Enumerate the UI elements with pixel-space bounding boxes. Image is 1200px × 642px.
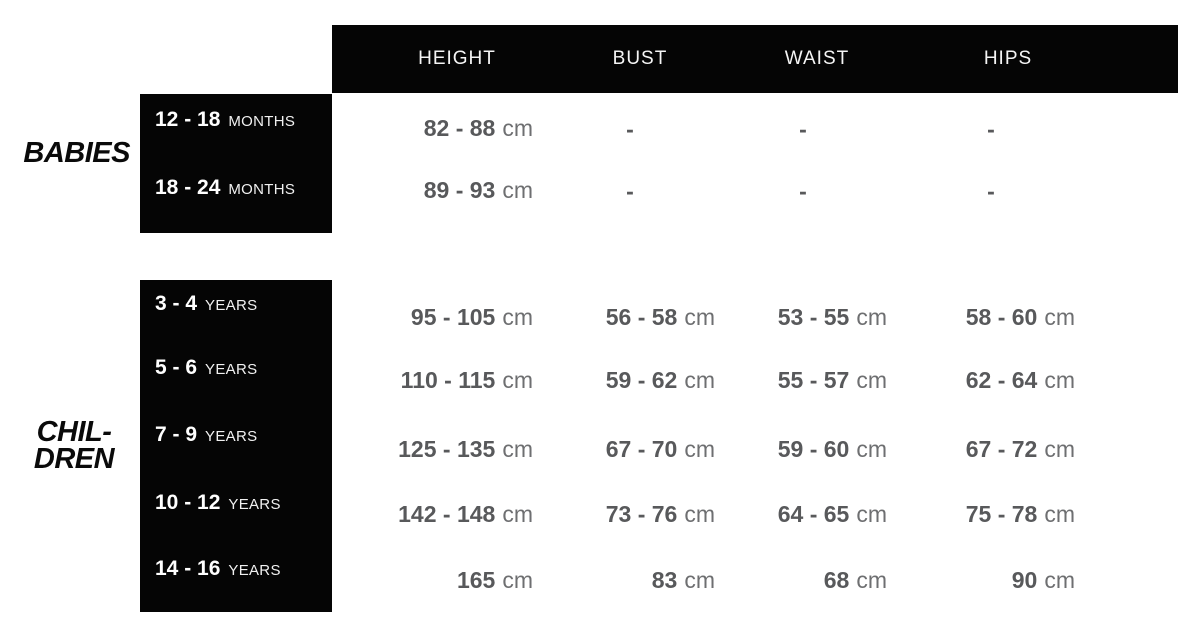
cell-children-1-waist	[778, 366, 887, 398]
measurement-value: 67 - 72	[965, 436, 1038, 462]
measurement-unit: cm	[502, 567, 533, 593]
age-range: 18 - 24	[155, 176, 221, 199]
age-row-children-3	[155, 491, 281, 517]
cell-babies-0-hips: -	[987, 116, 995, 142]
cell-children-1-hips	[966, 366, 1075, 398]
measurement-unit: cm	[502, 177, 533, 203]
measurement-unit: cm	[684, 436, 715, 462]
measurement-unit: cm	[1044, 436, 1075, 462]
cell-children-0-waist	[778, 303, 887, 335]
group-label-children	[18, 416, 130, 475]
cell-children-4-waist	[824, 566, 887, 598]
measurement-value: 64 - 65	[777, 501, 850, 527]
measurement-unit: cm	[684, 567, 715, 593]
cell-children-3-waist	[778, 500, 887, 532]
age-range-unit: YEARS	[205, 361, 258, 378]
age-range: 7 - 9	[155, 423, 198, 446]
measurement-unit: cm	[502, 115, 533, 141]
measurement-unit: cm	[1044, 567, 1075, 593]
measurement-value: 73 - 76	[605, 501, 678, 527]
measurement-value: 83	[651, 567, 678, 593]
age-range: 12 - 18	[155, 108, 221, 131]
column-header-waist: WAIST	[784, 48, 850, 69]
age-range-unit: MONTHS	[228, 113, 296, 130]
cell-children-0-height	[411, 303, 533, 335]
cell-babies-0-waist: -	[799, 116, 807, 142]
age-row-children-2	[155, 423, 257, 449]
measurement-value: 55 - 57	[777, 367, 850, 393]
cell-children-1-height	[401, 366, 533, 398]
age-row-children-0	[155, 292, 257, 318]
measurement-unit: cm	[502, 367, 533, 393]
cell-children-1-bust	[606, 366, 715, 398]
measurement-value: 53 - 55	[777, 304, 850, 330]
cell-children-0-bust	[606, 303, 715, 335]
cell-children-3-height	[398, 500, 533, 532]
group-label-children-line1: CHIL-	[36, 416, 112, 448]
measurement-unit: cm	[684, 367, 715, 393]
column-header-bust: BUST	[612, 48, 668, 69]
age-range: 3 - 4	[155, 292, 198, 315]
measurement-value: 67 - 70	[605, 436, 678, 462]
measurement-unit: cm	[856, 501, 887, 527]
measurement-value: 56 - 58	[605, 304, 678, 330]
measurement-unit: cm	[856, 304, 887, 330]
age-range-unit: YEARS	[228, 496, 281, 513]
age-range: 14 - 16	[155, 557, 221, 580]
measurement-value: 165	[456, 567, 496, 593]
age-range-unit: YEARS	[205, 297, 258, 314]
measurement-unit: cm	[1044, 501, 1075, 527]
measurement-unit: cm	[502, 436, 533, 462]
cell-children-4-height	[457, 566, 533, 598]
measurement-unit: cm	[502, 304, 533, 330]
measurement-value: 68	[823, 567, 850, 593]
column-header-hips: HIPS	[983, 48, 1033, 69]
measurement-unit: cm	[1044, 367, 1075, 393]
cell-children-3-bust	[606, 500, 715, 532]
group-label-children-line2: DREN	[33, 443, 115, 475]
age-range-unit: YEARS	[205, 428, 258, 445]
measurement-value: 95 - 105	[410, 304, 496, 330]
age-range-unit: MONTHS	[228, 181, 296, 198]
age-range-unit: YEARS	[228, 562, 281, 579]
measurement-unit: cm	[1044, 304, 1075, 330]
measurement-value: 62 - 64	[965, 367, 1038, 393]
measurement-value: 59 - 62	[605, 367, 678, 393]
measurement-unit: cm	[684, 304, 715, 330]
measurement-value: 75 - 78	[965, 501, 1038, 527]
measurement-unit: cm	[856, 567, 887, 593]
cell-children-4-hips	[1012, 566, 1075, 598]
measurement-value: 125 - 135	[398, 436, 496, 462]
cell-children-3-hips	[966, 500, 1075, 532]
cell-children-2-height	[398, 435, 533, 467]
cell-babies-0-bust: -	[626, 116, 634, 142]
measurement-unit: cm	[502, 501, 533, 527]
measurement-unit: cm	[684, 501, 715, 527]
age-row-children-1	[155, 356, 257, 382]
cell-babies-1-hips: -	[987, 178, 995, 204]
age-row-children-4	[155, 557, 281, 583]
measurement-unit: cm	[856, 367, 887, 393]
cell-babies-1-waist: -	[799, 178, 807, 204]
measurement-value: 90	[1011, 567, 1038, 593]
measurement-value: 59 - 60	[777, 436, 850, 462]
cell-babies-1-height	[424, 176, 533, 208]
measurement-value: 89 - 93	[423, 177, 496, 203]
cell-children-4-bust	[652, 566, 715, 598]
age-row-babies-0	[155, 108, 295, 134]
measurement-value: 142 - 148	[398, 501, 496, 527]
children-age-box	[140, 280, 332, 612]
age-row-babies-1	[155, 176, 295, 202]
group-label-babies-text: BABIES	[23, 137, 130, 169]
age-range: 10 - 12	[155, 491, 221, 514]
cell-babies-1-bust: -	[626, 178, 634, 204]
measurement-value: 58 - 60	[965, 304, 1038, 330]
babies-age-box	[140, 94, 332, 233]
group-label-babies	[0, 137, 130, 169]
table-header-bar	[332, 25, 1178, 93]
cell-children-0-hips	[966, 303, 1075, 335]
age-range: 5 - 6	[155, 356, 198, 379]
cell-children-2-bust	[606, 435, 715, 467]
measurement-value: 110 - 115	[400, 367, 496, 393]
cell-children-2-waist	[778, 435, 887, 467]
measurement-value: 82 - 88	[423, 115, 496, 141]
measurement-unit: cm	[856, 436, 887, 462]
cell-children-2-hips	[966, 435, 1075, 467]
cell-babies-0-height	[424, 114, 533, 146]
column-header-height: HEIGHT	[418, 48, 496, 69]
